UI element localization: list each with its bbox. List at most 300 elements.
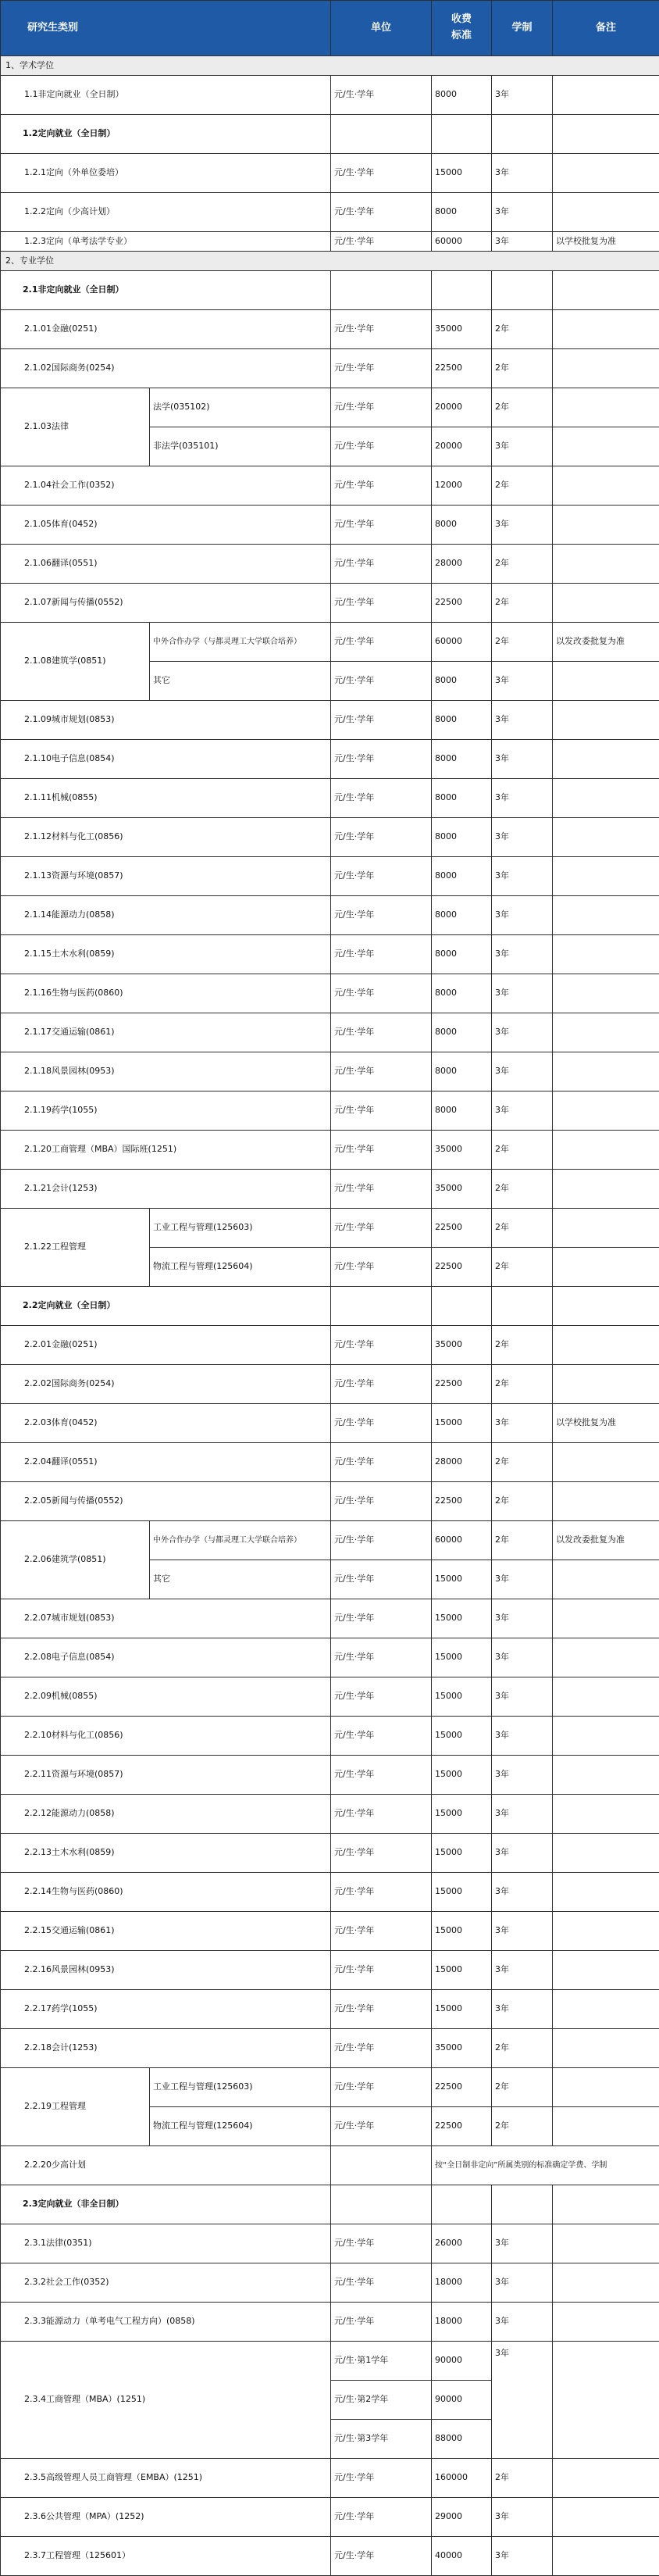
years-cell: 3年 bbox=[492, 2263, 553, 2303]
years-cell: 3年 bbox=[492, 506, 553, 545]
fee-cell: 60000 bbox=[432, 1521, 492, 1560]
unit-cell: 元/生·学年 bbox=[331, 1052, 432, 1091]
years-cell: 2年 bbox=[492, 388, 553, 427]
note-cell: 以发改委批复为准 bbox=[553, 1521, 659, 1560]
years-cell: 2年 bbox=[492, 310, 553, 349]
years-cell: 3年 bbox=[492, 232, 553, 252]
unit-cell: 元/生·学年 bbox=[331, 1990, 432, 2029]
fee-cell: 8000 bbox=[432, 1052, 492, 1091]
fee-cell: 8000 bbox=[432, 857, 492, 896]
table-row bbox=[1, 1209, 659, 1248]
unit-cell: 元/生·学年 bbox=[331, 1912, 432, 1951]
category-label: 2.1.03法律 bbox=[1, 388, 150, 466]
header-fee: 收费 标准 bbox=[432, 1, 492, 56]
fee-cell: 15000 bbox=[432, 1599, 492, 1638]
note-cell bbox=[553, 584, 659, 623]
fee-cell: 15000 bbox=[432, 1951, 492, 1990]
category-label: 2.2.19工程管理 bbox=[1, 2068, 150, 2146]
category-label: 2.2.12能源动力(0858) bbox=[1, 1795, 331, 1834]
note-cell bbox=[553, 2263, 659, 2303]
note-cell bbox=[553, 740, 659, 779]
group-title: 2.3定向就业（非全日制） bbox=[1, 2185, 331, 2224]
table-row bbox=[1, 1990, 659, 2029]
table-row bbox=[1, 1091, 659, 1131]
sub-category: 中外合作办学（与都灵理工大学联合培养） bbox=[150, 623, 331, 662]
years-cell: 3年 bbox=[492, 1599, 553, 1638]
category-label: 2.1.22工程管理 bbox=[1, 1209, 150, 1287]
fee-cell: 8000 bbox=[432, 76, 492, 115]
table-row bbox=[1, 1482, 659, 1521]
fee-cell: 60000 bbox=[432, 623, 492, 662]
fee-cell: 40000 bbox=[432, 2537, 492, 2576]
unit-cell: 元/生·学年 bbox=[331, 154, 432, 193]
fee-cell: 160000 bbox=[432, 2459, 492, 2498]
category-label: 2.1.02国际商务(0254) bbox=[1, 349, 331, 388]
fee-cell: 15000 bbox=[432, 1560, 492, 1599]
unit-cell: 元/生·学年 bbox=[331, 1170, 432, 1209]
unit-cell: 元/生·学年 bbox=[331, 310, 432, 349]
sub-category: 物流工程与管理(125604) bbox=[150, 1248, 331, 1287]
section-title: 2、专业学位 bbox=[1, 252, 659, 271]
table-row bbox=[1, 1873, 659, 1912]
fee-cell: 22500 bbox=[432, 2107, 492, 2146]
years-cell: 2年 bbox=[492, 1209, 553, 1248]
section-title: 1、学术学位 bbox=[1, 56, 659, 76]
fee-cell: 28000 bbox=[432, 545, 492, 584]
header-unit: 单位 bbox=[331, 1, 432, 56]
note-cell bbox=[553, 1599, 659, 1638]
unit-cell: 元/生·学年 bbox=[331, 1404, 432, 1443]
unit-cell: 元/生·学年 bbox=[331, 1482, 432, 1521]
note-cell bbox=[553, 818, 659, 857]
unit-cell: 元/生·学年 bbox=[331, 388, 432, 427]
table-row bbox=[1, 1756, 659, 1795]
note-cell bbox=[553, 974, 659, 1013]
unit-cell: 元/生·学年 bbox=[331, 1951, 432, 1990]
years-cell: 3年 bbox=[492, 427, 553, 466]
note-cell bbox=[553, 1052, 659, 1091]
years-cell: 3年 bbox=[492, 1873, 553, 1912]
table-row bbox=[1, 56, 659, 76]
years-cell: 3年 bbox=[492, 1052, 553, 1091]
years-cell: 2年 bbox=[492, 1131, 553, 1170]
years-cell: 3年 bbox=[492, 76, 553, 115]
note-cell bbox=[553, 1756, 659, 1795]
note-cell bbox=[553, 1951, 659, 1990]
table-row bbox=[1, 388, 659, 427]
category-label: 2.1.11机械(0855) bbox=[1, 779, 331, 818]
years-cell: 2年 bbox=[492, 1248, 553, 1287]
table-row bbox=[1, 349, 659, 388]
years-cell: 3年 bbox=[492, 740, 553, 779]
fee-cell: 35000 bbox=[432, 1170, 492, 1209]
years-cell: 3年 bbox=[492, 662, 553, 701]
note-cell bbox=[553, 1834, 659, 1873]
fee-cell: 15000 bbox=[432, 1638, 492, 1677]
table-row bbox=[1, 623, 659, 662]
note-cell bbox=[553, 1326, 659, 1365]
fee-cell: 22500 bbox=[432, 1248, 492, 1287]
fee-cell: 8000 bbox=[432, 974, 492, 1013]
fee-cell: 22500 bbox=[432, 584, 492, 623]
fee-cell: 35000 bbox=[432, 1326, 492, 1365]
years-cell: 2年 bbox=[492, 2029, 553, 2068]
unit-cell: 元/生·学年 bbox=[331, 662, 432, 701]
unit-cell: 元/生·学年 bbox=[331, 2498, 432, 2537]
years-cell: 3年 bbox=[492, 1756, 553, 1795]
unit-cell: 元/生·学年 bbox=[331, 1326, 432, 1365]
note-cell: 按“全日制非定向”所属类别的标准确定学费、学制 bbox=[432, 2146, 659, 2185]
fee-cell: 15000 bbox=[432, 154, 492, 193]
table-row bbox=[1, 2263, 659, 2303]
category-label: 2.1.17交通运输(0861) bbox=[1, 1013, 331, 1052]
unit-cell: 元/生·学年 bbox=[331, 779, 432, 818]
table-row bbox=[1, 701, 659, 740]
unit-cell: 元/生·学年 bbox=[331, 1209, 432, 1248]
years-cell: 2年 bbox=[492, 1443, 553, 1482]
years-cell: 3年 bbox=[492, 779, 553, 818]
note-cell bbox=[553, 76, 659, 115]
years-cell: 3年 bbox=[492, 2342, 553, 2459]
years-cell: 2年 bbox=[492, 1482, 553, 1521]
table-row bbox=[1, 2029, 659, 2068]
category-label: 2.3.3能源动力（单考电气工程方向）(0858) bbox=[1, 2303, 331, 2342]
table-row bbox=[1, 935, 659, 974]
category-label: 2.1.05体育(0452) bbox=[1, 506, 331, 545]
category-label: 2.1.19药学(1055) bbox=[1, 1091, 331, 1131]
category-label: 2.2.17药学(1055) bbox=[1, 1990, 331, 2029]
note-cell: 以发改委批复为准 bbox=[553, 623, 659, 662]
unit-cell: 元/生·学年 bbox=[331, 818, 432, 857]
category-label: 2.1.04社会工作(0352) bbox=[1, 466, 331, 506]
unit-cell: 元/生·学年 bbox=[331, 2107, 432, 2146]
unit-cell: 元/生·学年 bbox=[331, 232, 432, 252]
fee-cell: 18000 bbox=[432, 2303, 492, 2342]
table-row bbox=[1, 310, 659, 349]
category-label: 1.2.1定向（外单位委培） bbox=[1, 154, 331, 193]
note-cell: 以学校批复为准 bbox=[553, 232, 659, 252]
unit-cell: 元/生·学年 bbox=[331, 2263, 432, 2303]
category-label: 2.2.06建筑学(0851) bbox=[1, 1521, 150, 1599]
note-cell bbox=[553, 349, 659, 388]
unit-cell: 元/生·学年 bbox=[331, 1873, 432, 1912]
category-label: 2.3.4工商管理（MBA）(1251) bbox=[1, 2342, 331, 2459]
unit-cell: 元/生·学年 bbox=[331, 1834, 432, 1873]
unit-cell: 元/生·学年 bbox=[331, 935, 432, 974]
years-cell: 2年 bbox=[492, 545, 553, 584]
table-row bbox=[1, 1326, 659, 1365]
note-cell bbox=[553, 779, 659, 818]
unit-cell: 元/生·学年 bbox=[331, 1599, 432, 1638]
table-row bbox=[1, 1365, 659, 1404]
unit-cell: 元/生·学年 bbox=[331, 740, 432, 779]
category-label: 2.1.21会计(1253) bbox=[1, 1170, 331, 1209]
years-cell: 3年 bbox=[492, 1951, 553, 1990]
fee-cell: 35000 bbox=[432, 1131, 492, 1170]
category-label: 2.3.7工程管理（125601） bbox=[1, 2537, 331, 2576]
unit-cell: 元/生·学年 bbox=[331, 2029, 432, 2068]
unit-cell: 元/生·学年 bbox=[331, 1013, 432, 1052]
years-cell: 3年 bbox=[492, 2537, 553, 2576]
note-cell bbox=[553, 1990, 659, 2029]
unit-cell: 元/生·学年 bbox=[331, 1131, 432, 1170]
table-row bbox=[1, 2185, 659, 2224]
table-row bbox=[1, 2146, 659, 2185]
note-cell bbox=[553, 2303, 659, 2342]
note-cell bbox=[553, 1677, 659, 1717]
unit-cell: 元/生·第1学年 bbox=[331, 2342, 432, 2381]
fee-cell: 15000 bbox=[432, 1717, 492, 1756]
note-cell bbox=[553, 545, 659, 584]
years-cell: 3年 bbox=[492, 701, 553, 740]
table-row bbox=[1, 232, 659, 252]
unit-cell: 元/生·学年 bbox=[331, 466, 432, 506]
years-cell: 2年 bbox=[492, 1365, 553, 1404]
note-cell bbox=[553, 310, 659, 349]
unit-cell: 元/生·学年 bbox=[331, 1560, 432, 1599]
unit-cell: 元/生·学年 bbox=[331, 896, 432, 935]
years-cell: 3年 bbox=[492, 1912, 553, 1951]
category-label: 2.2.04翻译(0551) bbox=[1, 1443, 331, 1482]
fee-cell: 8000 bbox=[432, 935, 492, 974]
table-row bbox=[1, 1052, 659, 1091]
fee-cell: 8000 bbox=[432, 818, 492, 857]
table-row bbox=[1, 2303, 659, 2342]
fee-cell: 8000 bbox=[432, 896, 492, 935]
years-cell: 3年 bbox=[492, 1091, 553, 1131]
unit-cell: 元/生·学年 bbox=[331, 427, 432, 466]
sub-category: 非法学(035101) bbox=[150, 427, 331, 466]
category-label: 2.1.06翻译(0551) bbox=[1, 545, 331, 584]
unit-cell: 元/生·学年 bbox=[331, 1756, 432, 1795]
category-label: 2.1.07新闻与传播(0552) bbox=[1, 584, 331, 623]
years-cell: 3年 bbox=[492, 1795, 553, 1834]
table-row bbox=[1, 1717, 659, 1756]
table-row bbox=[1, 76, 659, 115]
category-label: 2.1.12材料与化工(0856) bbox=[1, 818, 331, 857]
note-cell bbox=[553, 1013, 659, 1052]
years-cell: 3年 bbox=[492, 1013, 553, 1052]
table-row bbox=[1, 1287, 659, 1326]
category-label: 2.1.09城市规划(0853) bbox=[1, 701, 331, 740]
group-title: 2.1非定向就业（全日制） bbox=[1, 271, 331, 310]
category-label: 2.2.10材料与化工(0856) bbox=[1, 1717, 331, 1756]
category-label: 2.2.20少高计划 bbox=[1, 2146, 331, 2185]
years-cell: 2年 bbox=[492, 1521, 553, 1560]
category-label: 2.3.5高级管理人员工商管理（EMBA）(1251) bbox=[1, 2459, 331, 2498]
fee-cell: 90000 bbox=[432, 2381, 492, 2420]
category-label: 2.1.13资源与环境(0857) bbox=[1, 857, 331, 896]
fee-cell: 8000 bbox=[432, 193, 492, 232]
years-cell: 2年 bbox=[492, 1326, 553, 1365]
category-label: 2.3.6公共管理（MPA）(1252) bbox=[1, 2498, 331, 2537]
table-row bbox=[1, 1599, 659, 1638]
note-cell bbox=[553, 1638, 659, 1677]
note-cell bbox=[553, 193, 659, 232]
note-cell: 以学校批复为准 bbox=[553, 1404, 659, 1443]
years-cell: 3年 bbox=[492, 818, 553, 857]
table-row bbox=[1, 896, 659, 935]
table-row bbox=[1, 2068, 659, 2107]
table-row bbox=[1, 154, 659, 193]
unit-cell: 元/生·学年 bbox=[331, 701, 432, 740]
note-cell bbox=[553, 1443, 659, 1482]
unit-cell: 元/生·学年 bbox=[331, 1677, 432, 1717]
years-cell: 3年 bbox=[492, 154, 553, 193]
fee-cell: 35000 bbox=[432, 2029, 492, 2068]
note-cell bbox=[553, 2537, 659, 2576]
note-cell bbox=[553, 701, 659, 740]
years-cell: 3年 bbox=[492, 1560, 553, 1599]
category-label: 2.2.08电子信息(0854) bbox=[1, 1638, 331, 1677]
years-cell: 3年 bbox=[492, 935, 553, 974]
years-cell: 3年 bbox=[492, 1677, 553, 1717]
years-cell: 3年 bbox=[492, 1990, 553, 2029]
table-row bbox=[1, 1834, 659, 1873]
sub-category: 工业工程与管理(125603) bbox=[150, 1209, 331, 1248]
category-label: 2.2.07城市规划(0853) bbox=[1, 1599, 331, 1638]
note-cell bbox=[553, 2068, 659, 2107]
table-row bbox=[1, 1638, 659, 1677]
category-label: 2.3.2社会工作(0352) bbox=[1, 2263, 331, 2303]
fee-cell: 22500 bbox=[432, 2068, 492, 2107]
fee-cell: 8000 bbox=[432, 662, 492, 701]
sub-category: 中外合作办学（与都灵理工大学联合培养） bbox=[150, 1521, 331, 1560]
note-cell bbox=[553, 506, 659, 545]
sub-category: 其它 bbox=[150, 1560, 331, 1599]
note-cell bbox=[553, 2224, 659, 2263]
unit-cell: 元/生·学年 bbox=[331, 1248, 432, 1287]
years-cell: 2年 bbox=[492, 2068, 553, 2107]
fee-cell: 8000 bbox=[432, 740, 492, 779]
note-cell bbox=[553, 857, 659, 896]
fee-cell: 90000 bbox=[432, 2342, 492, 2381]
fee-cell: 22500 bbox=[432, 349, 492, 388]
table-row bbox=[1, 1131, 659, 1170]
table-row bbox=[1, 271, 659, 310]
years-cell: 2年 bbox=[492, 2107, 553, 2146]
fee-cell: 8000 bbox=[432, 1013, 492, 1052]
years-cell: 2年 bbox=[492, 466, 553, 506]
category-label: 2.2.09机械(0855) bbox=[1, 1677, 331, 1717]
table-row bbox=[1, 1404, 659, 1443]
table-row bbox=[1, 818, 659, 857]
unit-cell: 元/生·学年 bbox=[331, 349, 432, 388]
category-label: 2.2.03体育(0452) bbox=[1, 1404, 331, 1443]
category-label: 1.1非定向就业（全日制） bbox=[1, 76, 331, 115]
fee-cell: 15000 bbox=[432, 1756, 492, 1795]
table-row bbox=[1, 2537, 659, 2576]
category-label: 2.2.18会计(1253) bbox=[1, 2029, 331, 2068]
sub-category: 工业工程与管理(125603) bbox=[150, 2068, 331, 2107]
fee-cell: 15000 bbox=[432, 1404, 492, 1443]
unit-cell: 元/生·学年 bbox=[331, 76, 432, 115]
category-label: 2.2.14生物与医药(0860) bbox=[1, 1873, 331, 1912]
header-category: 研究生类别 bbox=[1, 1, 331, 56]
category-label: 2.1.10电子信息(0854) bbox=[1, 740, 331, 779]
table-row bbox=[1, 1170, 659, 1209]
category-label: 2.1.16生物与医药(0860) bbox=[1, 974, 331, 1013]
table-row bbox=[1, 1795, 659, 1834]
unit-cell: 元/生·学年 bbox=[331, 2068, 432, 2107]
years-cell: 3年 bbox=[492, 857, 553, 896]
table-row bbox=[1, 115, 659, 154]
unit-cell: 元/生·第3学年 bbox=[331, 2420, 432, 2459]
table-row bbox=[1, 857, 659, 896]
years-cell: 3年 bbox=[492, 1834, 553, 1873]
unit-cell: 元/生·学年 bbox=[331, 1443, 432, 1482]
note-cell bbox=[553, 1170, 659, 1209]
table-row bbox=[1, 974, 659, 1013]
note-cell bbox=[553, 1209, 659, 1248]
years-cell: 2年 bbox=[492, 349, 553, 388]
note-cell bbox=[553, 1873, 659, 1912]
unit-cell: 元/生·学年 bbox=[331, 545, 432, 584]
table-row bbox=[1, 740, 659, 779]
note-cell bbox=[553, 1482, 659, 1521]
fee-cell: 15000 bbox=[432, 1677, 492, 1717]
unit-cell: 元/生·学年 bbox=[331, 1365, 432, 1404]
table-row bbox=[1, 466, 659, 506]
category-label: 2.2.15交通运输(0861) bbox=[1, 1912, 331, 1951]
note-cell bbox=[553, 154, 659, 193]
note-cell bbox=[553, 1365, 659, 1404]
years-cell: 2年 bbox=[492, 2459, 553, 2498]
group-title: 1.2定向就业（全日制） bbox=[1, 115, 331, 154]
unit-cell: 元/生·学年 bbox=[331, 2303, 432, 2342]
fee-cell: 60000 bbox=[432, 232, 492, 252]
fee-cell: 8000 bbox=[432, 701, 492, 740]
fee-cell: 88000 bbox=[432, 2420, 492, 2459]
unit-cell: 元/生·学年 bbox=[331, 1717, 432, 1756]
category-label: 1.2.3定向（单考法学专业） bbox=[1, 232, 331, 252]
category-label: 2.2.13土木水利(0859) bbox=[1, 1834, 331, 1873]
unit-cell: 元/生·学年 bbox=[331, 1638, 432, 1677]
years-cell: 3年 bbox=[492, 2224, 553, 2263]
sub-category: 其它 bbox=[150, 662, 331, 701]
fee-cell: 15000 bbox=[432, 1990, 492, 2029]
note-cell bbox=[553, 2029, 659, 2068]
fee-cell: 22500 bbox=[432, 1209, 492, 1248]
category-label: 2.3.1法律(0351) bbox=[1, 2224, 331, 2263]
table-row bbox=[1, 1521, 659, 1560]
unit-cell: 元/生·学年 bbox=[331, 2459, 432, 2498]
table-row bbox=[1, 584, 659, 623]
unit-cell: 元/生·学年 bbox=[331, 857, 432, 896]
fee-cell: 22500 bbox=[432, 1482, 492, 1521]
fee-cell: 28000 bbox=[432, 1443, 492, 1482]
fee-cell: 15000 bbox=[432, 1912, 492, 1951]
header-years: 学制 bbox=[492, 1, 553, 56]
category-label: 2.2.16风景园林(0953) bbox=[1, 1951, 331, 1990]
table-row bbox=[1, 193, 659, 232]
category-label: 2.2.05新闻与传播(0552) bbox=[1, 1482, 331, 1521]
table-row bbox=[1, 779, 659, 818]
note-cell bbox=[553, 896, 659, 935]
unit-cell: 元/生·学年 bbox=[331, 1795, 432, 1834]
note-cell bbox=[553, 1131, 659, 1170]
category-label: 2.2.11资源与环境(0857) bbox=[1, 1756, 331, 1795]
unit-cell: 元/生·学年 bbox=[331, 974, 432, 1013]
fee-cell: 22500 bbox=[432, 1365, 492, 1404]
table-row bbox=[1, 506, 659, 545]
note-cell bbox=[553, 466, 659, 506]
group-title: 2.2定向就业（全日制） bbox=[1, 1287, 331, 1326]
fee-cell: 26000 bbox=[432, 2224, 492, 2263]
table-row bbox=[1, 1912, 659, 1951]
note-cell bbox=[553, 2498, 659, 2537]
category-label: 2.1.14能源动力(0858) bbox=[1, 896, 331, 935]
